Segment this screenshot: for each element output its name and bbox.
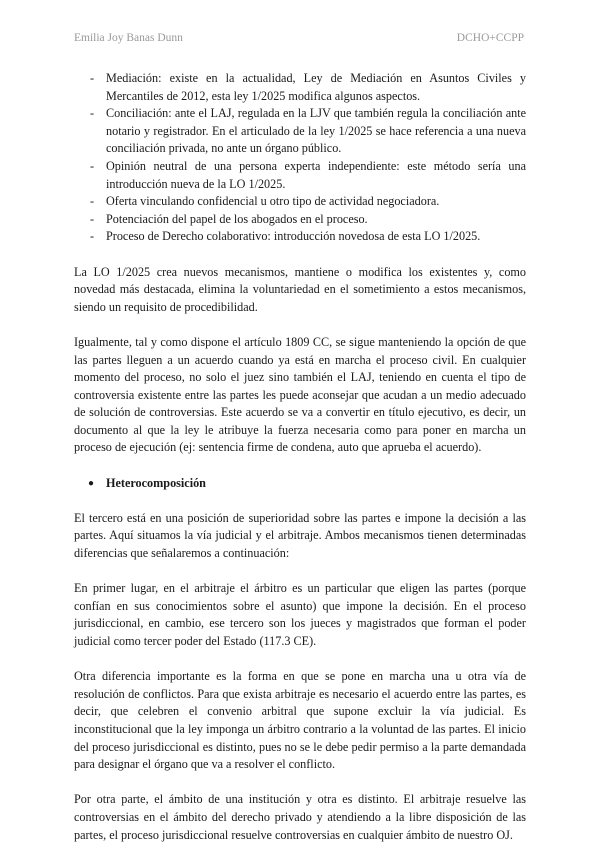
list-item-text: Potenciación del papel de los abogados en el proceso. xyxy=(106,211,368,226)
paragraph: Igualmente, tal y como dispone el artículo 1809 CC, se sigue manteniendo la opción de que las partes lleguen a un acuerdo cuando ya está en marcha el proceso civil. En cualquier momento del proceso, no solo el juez sino también el LAJ, teniendo en cuenta el tipo de controversia existente entre las partes les puede aconsejar que acudan a un medio adecuado de solución de controversias. Este acuerdo se va a convertir en título ejecutivo, es decir, un documento al que la ley le atribuye la fuerza necesaria como para poner en marcha un proceso de ejecución (ej: sentencia firme de condena, auto que aprueba el acuerdo). xyxy=(74,334,526,455)
paragraph: Por otra parte, el ámbito de una institución y otra es distinto. El arbitraje resuelve las controversias en el ámbito del derecho privado y atendiendo a la libre disposición de las partes, el proceso jurisdiccional resuelve controversias en cualquier ámbito de nuestro OJ. xyxy=(74,792,526,842)
paragraph: En primer lugar, en el arbitraje el árbitro es un particular que eligen las partes (porque confían en sus conocimientos sobre el asunto) que impone la decisión. En el proceso jurisdiccional, en cambio, ese tercero son los jueces y magistrados que forman el poder judicial como tercer poder del Estado (117.3 CE). xyxy=(74,581,526,648)
dash-marker: - xyxy=(90,158,95,173)
bullet-icon: ● xyxy=(88,477,95,489)
header-author: Emilia Joy Banas Dunn xyxy=(74,32,183,44)
paragraph: La LO 1/2025 crea nuevos mecanismos, mantiene o modifica los existentes y, como novedad más destacada, elimina la voluntariedad en el sometimiento a estos mecanismos, siendo un requisito de procedibilidad. xyxy=(74,264,526,314)
list-item xyxy=(74,70,526,105)
list-item-text: Opinión neutral de una persona experta independiente: este método sería una introducción nueva de la LO 1/2025. xyxy=(106,158,526,191)
list-item xyxy=(74,228,526,246)
list-item xyxy=(74,105,526,158)
page-header xyxy=(74,32,524,48)
document-body xyxy=(74,70,526,844)
list-item xyxy=(74,211,526,229)
dash-marker: - xyxy=(90,229,95,244)
paragraph: El tercero está en una posición de superioridad sobre las partes e impone la decisión a las partes. Aquí situamos la vía judicial y el arbitraje. Ambos mecanismos tienen determinadas diferencias que señalaremos a continuación: xyxy=(74,510,526,561)
section-heading xyxy=(74,475,526,493)
list-item-text: Proceso de Derecho colaborativo: introducción novedosa de esta LO 1/2025. xyxy=(106,229,481,244)
dash-marker: - xyxy=(90,106,95,121)
list-item-text: Oferta vinculando confidencial u otro tipo de actividad negociadora. xyxy=(106,194,440,209)
list-item-text: Conciliación: ante el LAJ, regulada en la LJV que también regula la conciliación ante notario y registrador. En el articulado de la ley 1/2025 se hace referencia a una nueva conciliación privada, no ante un órgano público. xyxy=(106,106,526,156)
dash-marker: - xyxy=(90,194,95,209)
list-item xyxy=(74,158,526,193)
dash-marker: - xyxy=(90,71,95,85)
list-item-text: Mediación: existe en la actualidad, Ley de Mediación en Asuntos Civiles y Mercantiles de 2012, esta ley 1/2025 modifica algunos aspectos. xyxy=(106,71,526,103)
dash-marker: - xyxy=(90,211,95,226)
paragraph: Otra diferencia importante es la forma en que se pone en marcha una u otra vía de resolución de conflictos. Para que exista arbitraje es necesario el acuerdo entre las partes, es decir, que celebren el convenio arbitral que supone excluir la vía judicial. Es inconstitucional que la ley imponga un árbitro contrario a la voluntad de las partes. El inicio del proceso jurisdiccional es distinto, pues no se le debe pedir permiso a la parte demandada para designar el órgano que va a resolver el conflicto. xyxy=(74,669,526,772)
list-item xyxy=(74,193,526,211)
mechanisms-list xyxy=(74,70,526,246)
section-heading-text: Heterocomposición xyxy=(106,475,206,490)
header-course: DCHO+CCPP xyxy=(456,32,524,44)
